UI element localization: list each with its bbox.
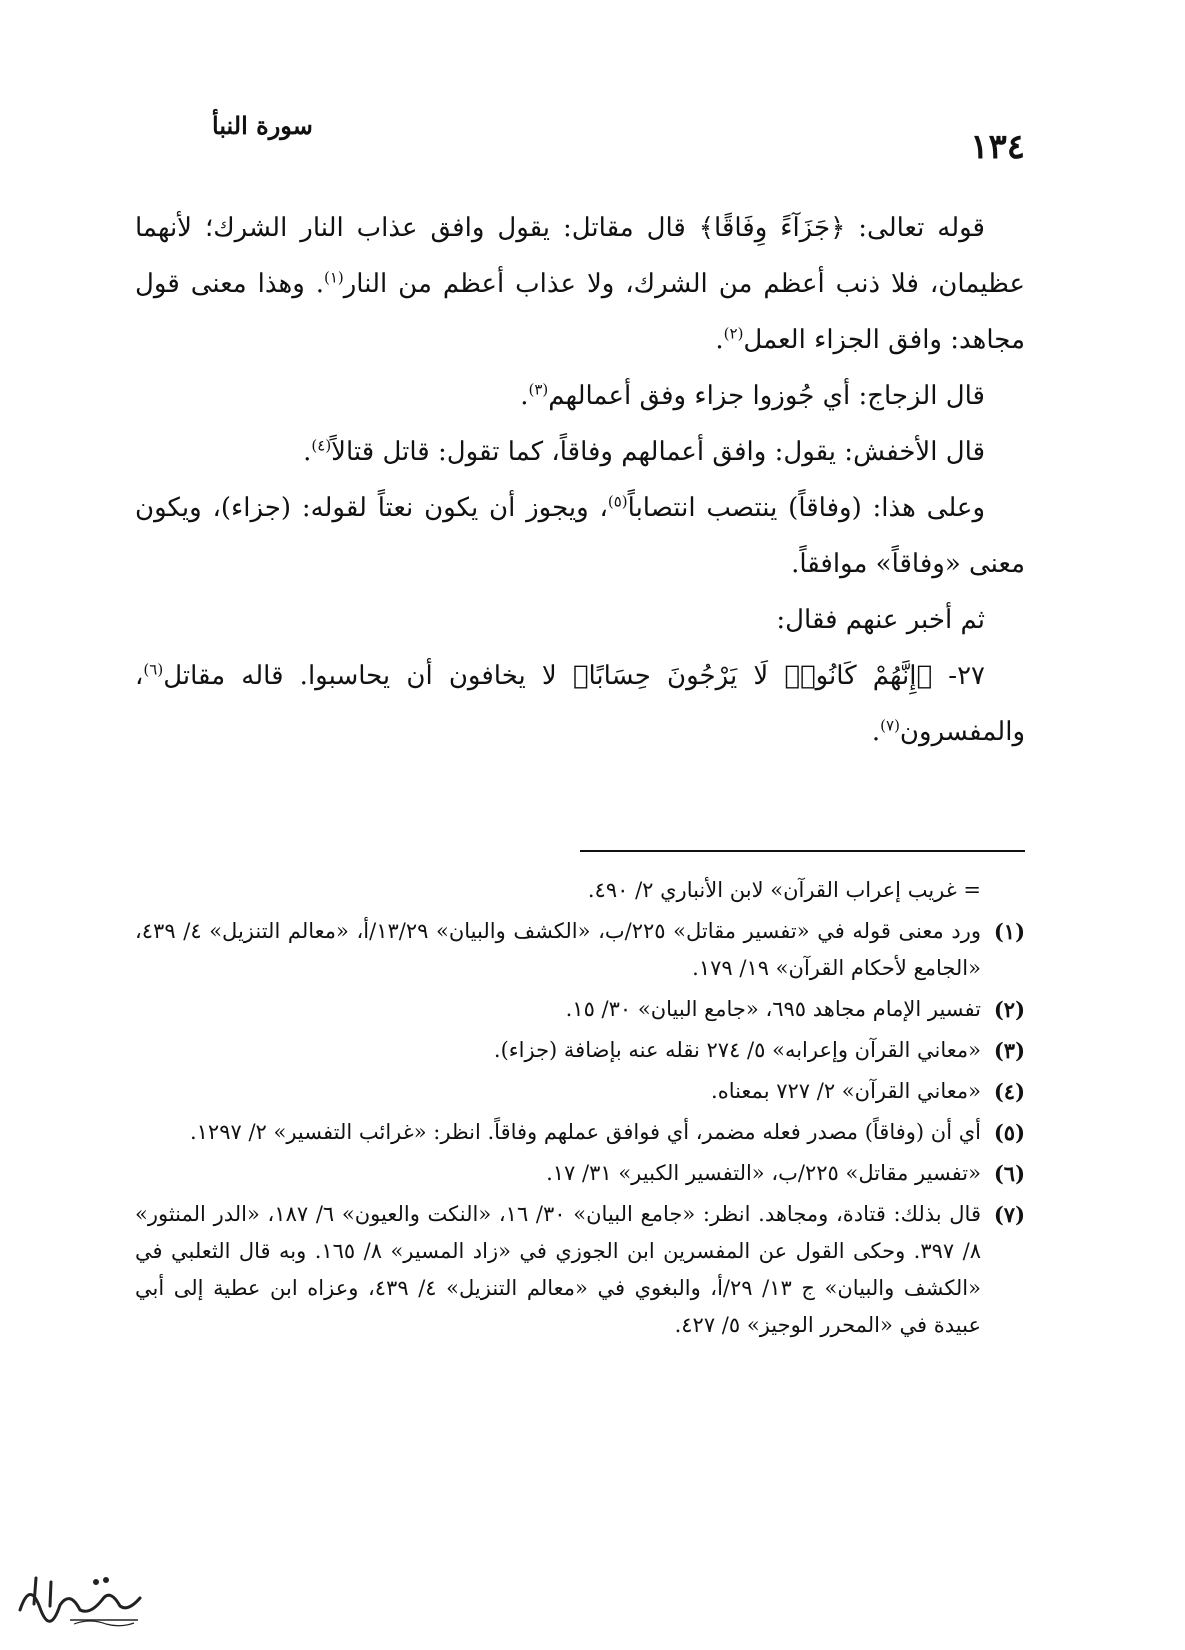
paragraph-6 <box>135 648 1025 760</box>
paragraph-1 <box>135 200 1025 368</box>
page-header <box>140 105 1025 165</box>
paragraph-3-text: قال الأخفش: يقول: وافق أعمالهم وفاقاً، كما تقول: قاتل قتالاً <box>331 437 985 467</box>
paragraph-2-text: قال الزجاج: أي جُوزوا جزاء وفق أعمالهم <box>548 381 985 411</box>
main-text <box>135 200 1025 760</box>
footnote-ref-3: (٣) <box>528 380 549 399</box>
footnote-3 <box>135 1032 1025 1069</box>
footnote-number: (٥) <box>993 1120 1025 1145</box>
paragraph-6-end: . <box>871 717 881 747</box>
footnote-ref-5: (٥) <box>607 492 628 511</box>
footnote-number: (٣) <box>993 1038 1025 1063</box>
footnote-1 <box>135 913 1025 987</box>
footnote-6 <box>135 1155 1025 1192</box>
paragraph-1-end: . <box>715 325 724 355</box>
paragraph-5-text: ثم أخبر عنهم فقال: <box>776 605 985 635</box>
paragraph-6-text: ٢٧- ﴿إِنَّهُمْ كَانُوا۟ لَا يَرْجُونَ حِسَابًا﴾ لا يخافون أن يحاسبوا. قاله مقاتل <box>163 661 985 691</box>
footnote-ref-4: (٤) <box>311 436 332 455</box>
paragraph-5 <box>135 592 1025 648</box>
footnote-ref-2: (٢) <box>723 324 744 343</box>
footnote-text: «معاني القرآن» ٢/ ٧٢٧ بمعناه. <box>711 1079 981 1103</box>
footnote-text: ورد معنى قوله في «تفسير مقاتل» ٢٢٥/ب، «الكشف والبيان» ١٣/٢٩/أ، «معالم التنزيل» ٤/ ٤٣٩، «الجامع لأحكام القرآن» ١٩/ ١٧٩. <box>135 919 981 980</box>
footnote-text: «معاني القرآن وإعرابه» ٥/ ٢٧٤ نقله عنه بإضافة (جزاء). <box>493 1038 981 1062</box>
footnote-ref-7: (٧) <box>880 716 900 735</box>
footnote-text: قال بذلك: قتادة، ومجاهد. انظر: «جامع البيان» ٣٠/ ١٦، «النكت والعيون» ٦/ ١٨٧، «الدر المنثور» ٨/ ٣٩٧. وحكى القول عن المفسرين ابن الجوزي في «زاد المسير» ٨/ ١٦٥. وبه قال الثعلبي في «الكشف والبيان» ج ١٣/ ٢٩/أ، والبغوي في «معالم التنزيل» ٤/ ٤٣٩، وعزاه ابن عطية إلى أبي عبيدة في «المحرر الوجيز» ٥/ ٤٢٧. <box>135 1202 981 1337</box>
footnote-continuation <box>135 872 1025 909</box>
footnote-2 <box>135 991 1025 1028</box>
footnote-number: (١) <box>993 919 1025 944</box>
footnote-text: «تفسير مقاتل» ٢٢٥/ب، «التفسير الكبير» ٣١/ ١٧. <box>546 1161 981 1185</box>
footnote-number: (٧) <box>993 1202 1025 1227</box>
running-title: سورة النبأ <box>212 111 313 140</box>
footnotes <box>135 872 1025 1348</box>
paragraph-6-text-b: ، والمفسرون <box>135 661 1025 747</box>
footnote-number: (٤) <box>993 1079 1025 1104</box>
footnote-ref-6: (٦) <box>143 660 164 679</box>
footnote-4 <box>135 1073 1025 1110</box>
paragraph-2 <box>135 368 1025 424</box>
library-stamp-logo <box>10 1560 150 1630</box>
paragraph-4 <box>135 480 1025 592</box>
footnote-7 <box>135 1196 1025 1344</box>
footnote-number: (٦) <box>993 1161 1025 1186</box>
paragraph-2-end: . <box>520 381 529 411</box>
footnote-continuation-text: = غريب إعراب القرآن» لابن الأنباري ٢/ ٤٩٠. <box>587 878 981 902</box>
paragraph-4-text-b: ، ويجوز أن يكون نعتاً لقوله: (جزاء)، ويكون معنى «وفاقاً» موافقاً. <box>135 493 1025 579</box>
footnote-5 <box>135 1114 1025 1151</box>
footnote-number: (٢) <box>993 997 1025 1022</box>
paragraph-4-text: وعلى هذا: (وفاقاً) ينتصب انتصاباً <box>627 493 985 523</box>
paragraph-3-end: . <box>303 437 312 467</box>
footnote-ref-1: (١) <box>323 268 344 287</box>
paragraph-1-text: قوله تعالى: ﴿جَزَآءً وِفَاقًا﴾ قال مقاتل: يقول وافق عذاب النار الشرك؛ لأنهما عظيمان، فلا ذنب أعظم من الشرك، ولا عذاب أعظم من النار <box>135 213 1025 299</box>
page-number: ١٣٤ <box>970 127 1025 167</box>
paragraph-1-text-b: . وهذا معنى قول مجاهد: وافق الجزاء العمل <box>135 269 1025 355</box>
footnote-text: تفسير الإمام مجاهد ٦٩٥، «جامع البيان» ٣٠/ ١٥. <box>565 997 981 1021</box>
footnote-text: أي أن (وفاقاً) مصدر فعله مضمر، أي فوافق عملهم وفاقاً. انظر: «غرائب التفسير» ٢/ ١٢٩٧. <box>189 1120 981 1144</box>
paragraph-3 <box>135 424 1025 480</box>
footnote-separator <box>580 850 1025 852</box>
